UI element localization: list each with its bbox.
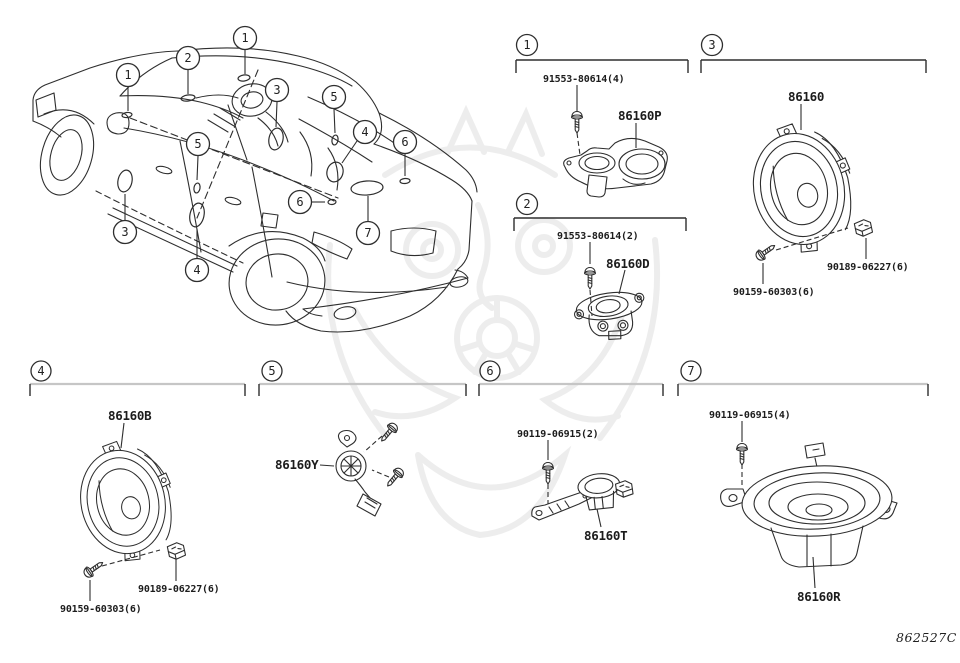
car-callout-4 [325, 121, 377, 184]
section-number: 2 [523, 197, 531, 211]
speaker-location-mark [351, 180, 384, 196]
section-number: 4 [37, 364, 45, 378]
part-label-90189-06227(6): 90189-06227(6) [827, 262, 909, 273]
callout-number: 5 [330, 90, 338, 104]
screw-icon [585, 268, 596, 290]
screw-icon [82, 558, 106, 579]
part-label-86160B: 86160B [108, 408, 152, 423]
car-callout-5 [187, 133, 210, 194]
car-illustration [32, 48, 477, 332]
callout-number: 4 [193, 263, 201, 277]
clip-icon [167, 541, 186, 560]
speaker-86160D-art [572, 288, 649, 344]
leader-line [619, 270, 625, 294]
part-label-86160D: 86160D [606, 256, 650, 271]
part-label-90189-06227(6): 90189-06227(6) [138, 584, 220, 595]
part-label-86160Y: 86160Y [275, 457, 319, 472]
car-callout-1 [117, 64, 140, 119]
car-callout-7 [351, 180, 384, 245]
figure-code: 862527C [896, 630, 957, 645]
section-header-2 [514, 194, 686, 232]
section-number: 7 [687, 364, 695, 378]
car-callout-3 [114, 169, 137, 244]
car-callout-6 [289, 191, 337, 214]
speaker-location-mark [400, 178, 410, 184]
part-label-91553-80614(2): 91553-80614(2) [557, 231, 639, 242]
car-callout-1 [234, 27, 257, 82]
car-callout-5 [323, 86, 346, 146]
screw-icon [572, 112, 583, 134]
speaker-location-mark [188, 202, 207, 228]
screw-icon [737, 444, 748, 466]
callout-number: 4 [361, 125, 369, 139]
assembly-dashed-line [364, 436, 382, 452]
section-header-4 [30, 361, 245, 396]
leader-line [121, 423, 124, 448]
speaker-location-mark [238, 74, 251, 82]
part-label-90159-60303(6): 90159-60303(6) [60, 604, 142, 615]
leader-line [320, 465, 334, 466]
section-number: 1 [523, 38, 531, 52]
section-number: 5 [268, 364, 276, 378]
part-label-91553-80614(4): 91553-80614(4) [543, 74, 625, 85]
clip-icon [854, 218, 873, 237]
section-header-3 [701, 35, 926, 74]
part-label-90119-06915(2): 90119-06915(2) [517, 429, 599, 440]
screw-icon [754, 241, 778, 262]
leader-line [597, 509, 601, 527]
callout-number: 3 [121, 225, 129, 239]
section-number: 3 [708, 38, 716, 52]
car-callout-2 [177, 47, 200, 102]
assembly-dashed-line [372, 470, 389, 477]
assembly-dashed-line [577, 133, 580, 155]
callout-number: 1 [124, 68, 132, 82]
callout-number: 2 [184, 51, 192, 65]
section-header-1 [516, 35, 688, 74]
speaker-location-mark [331, 135, 339, 146]
speaker-location-mark [116, 169, 134, 193]
callout-number: 7 [364, 226, 372, 240]
speaker-location-mark [328, 199, 336, 205]
speaker-86160R-art [721, 443, 897, 567]
speaker-location-mark [325, 160, 346, 183]
part-label-86160R: 86160R [797, 589, 841, 604]
callout-number: 3 [273, 83, 281, 97]
part-label-86160: 86160 [788, 89, 825, 104]
section-number: 6 [486, 364, 494, 378]
callout-number: 5 [194, 137, 202, 151]
speaker-86160-art [741, 114, 866, 262]
section-header-7 [678, 361, 928, 396]
speaker-location-mark [193, 183, 201, 194]
car-callout-4 [186, 202, 209, 282]
screw-icon [383, 466, 405, 490]
part-label-90159-60303(6): 90159-60303(6) [733, 287, 815, 298]
callout-number: 6 [296, 195, 304, 209]
callout-number: 6 [401, 135, 409, 149]
part-label-90119-06915(4): 90119-06915(4) [709, 410, 791, 421]
callout-number: 1 [241, 31, 249, 45]
speaker-86160P-art [564, 138, 668, 197]
leader-line [813, 557, 815, 588]
part-label-86160T: 86160T [584, 528, 628, 543]
part-label-86160P: 86160P [618, 108, 662, 123]
